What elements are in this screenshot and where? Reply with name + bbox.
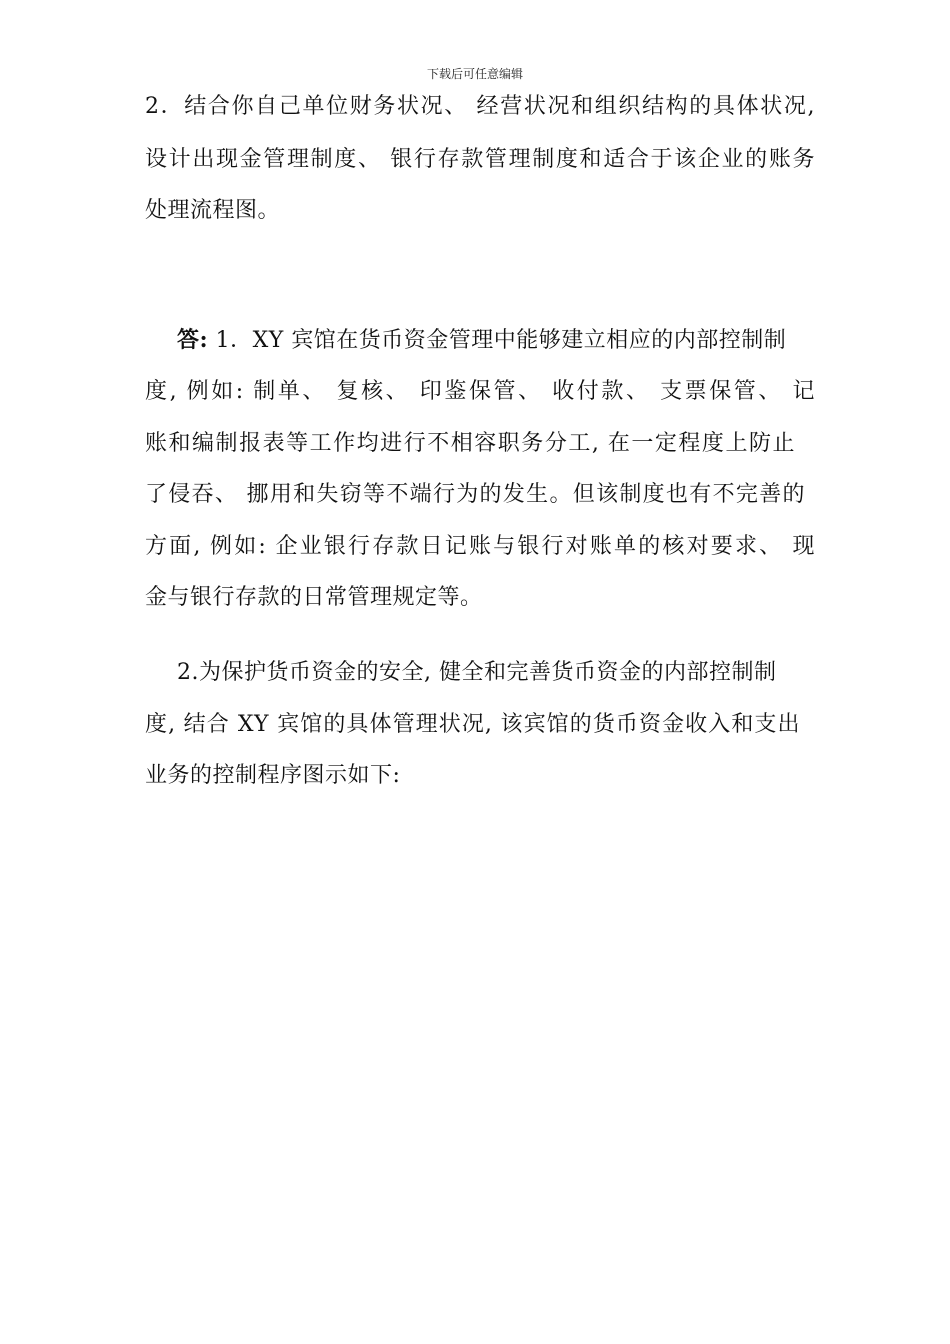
answer-para1-line: 度, 例如: 制单、 复核、 印鉴保管、 收付款、 支票保管、 记	[145, 379, 815, 404]
question-line: 设计出现金管理制度、 银行存款管理制度和适合于该企业的账务	[145, 147, 815, 172]
answer-para2-line: 度, 结合 XY 宾馆的具体管理状况, 该宾馆的货币资金收入和支出	[145, 712, 800, 737]
answer-first-line	[177, 325, 797, 356]
answer-para1-line: 1．XY 宾馆在货币资金管理中能够建立相应的内部控制制	[208, 328, 787, 353]
answer-para1-line: 金与银行存款的日常管理规定等。	[145, 585, 483, 610]
answer-para2-line: 2.为保护货币资金的安全, 健全和完善货币资金的内部控制制	[177, 660, 777, 685]
answer-label: 答:	[177, 327, 209, 353]
answer-para1-line: 方面, 例如: 企业银行存款日记账与银行对账单的核对要求、 现	[145, 534, 815, 559]
question-line: 2．结合你自己单位财务状况、 经营状况和组织结构的具体状况,	[145, 94, 815, 119]
answer-para1-line: 账和编制报表等工作均进行不相容职务分工, 在一定程度上防止	[145, 431, 795, 456]
page-header-note: 下载后可任意编辑	[426, 67, 523, 81]
answer-para1-line: 了侵吞、 挪用和失窃等不端行为的发生。但该制度也有不完善的	[145, 482, 805, 507]
answer-para2-line: 业务的控制程序图示如下:	[145, 763, 401, 788]
question-line: 处理流程图。	[145, 198, 281, 223]
